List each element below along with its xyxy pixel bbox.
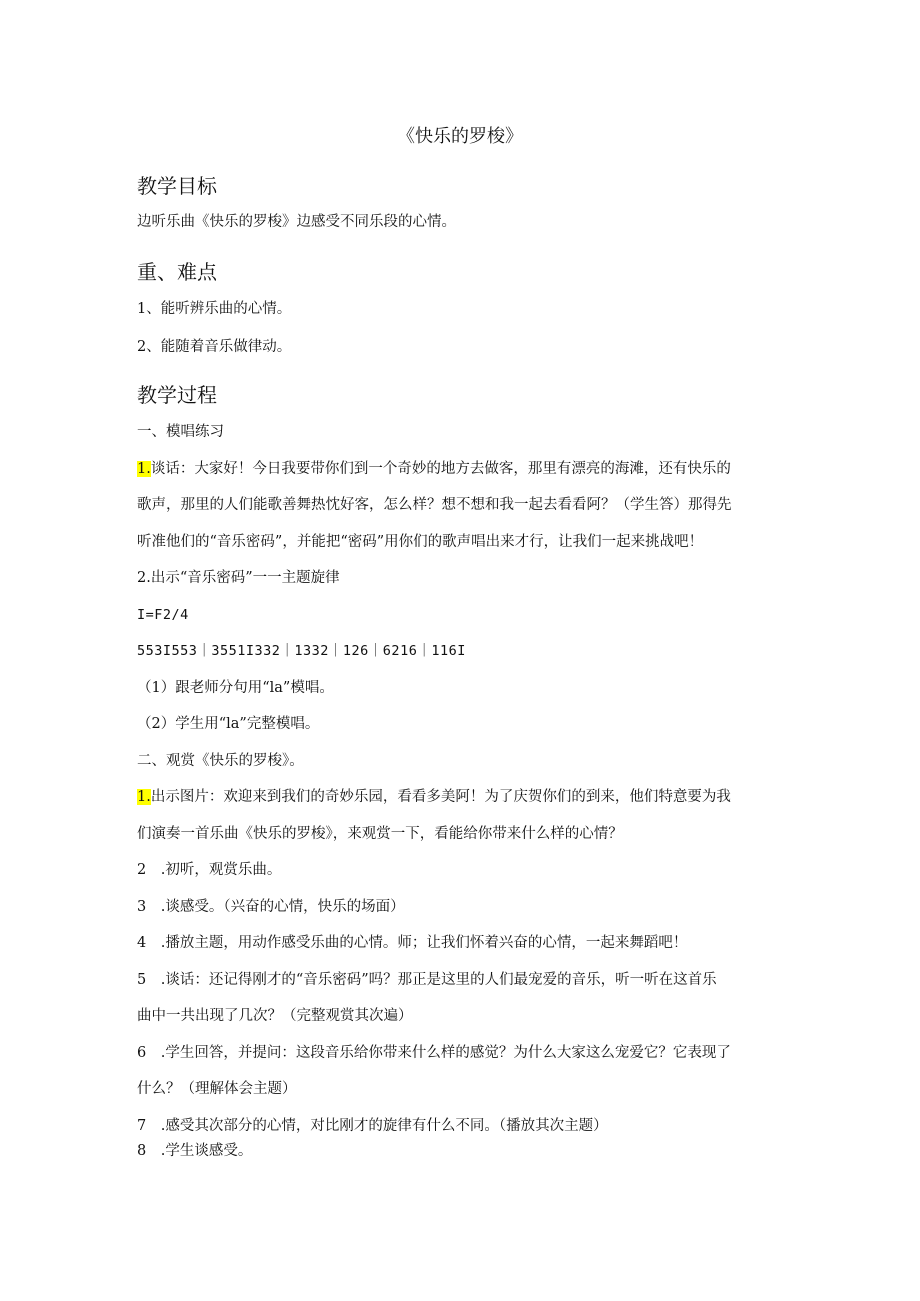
part2-item6-line1: 6 .学生回答，并提问：这段音乐给你带来什么样的感觉？为什么大家这么宠爱它？它表现了 [137,1045,731,1061]
key-point-1: 1、能听辨乐曲的心情。 [137,301,292,317]
part2-item7: 7 .感受其次部分的心情，对比刚才的旋律有什么不同。（播放其次主题） [137,1118,608,1134]
part2-item5-line1: 5 .谈话：还记得刚才的“音乐密码”吗？那正是这里的人们最宠爱的音乐，听一听在这首乐 [137,972,717,988]
heading-key-points: 重、难点 [137,260,217,284]
part1-item1-text: 谈话：大家好！今日我要带你们到一个奇妙的地方去做客，那里有漂亮的海滩，还有快乐的 [150,461,731,477]
part2-item5-line2: 曲中一共出现了几次？（完整观赏其次遍） [137,1008,413,1024]
part2-heading: 二、观赏《快乐的罗梭》。 [137,753,304,769]
part2-item3: 3 .谈感受。（兴奋的心情，快乐的场面） [137,899,405,915]
highlight-marker: 1. [137,461,151,477]
melody-notation: 553I553｜3551I332｜1332｜126｜6216｜116I [137,643,466,659]
part2-item6-line2: 什么？（理解体会主题） [137,1081,297,1097]
key-signature: I=F2/4 [137,607,189,623]
goal-text: 边听乐曲《快乐的罗梭》边感受不同乐段的心情。 [137,214,456,230]
heading-teaching-goal: 教学目标 [137,174,217,198]
part1-item1-line2: 歌声，那里的人们能歌善舞热忱好客，怎么样？想不想和我一起去看看阿？（学生答）那得先 [137,497,732,513]
part2-item8: 8 .学生谈感受。 [137,1143,253,1159]
part2-item4: 4 .播放主题，用动作感受乐曲的心情。师；让我们怀着兴奋的心情，一起来舞蹈吧！ [137,935,688,951]
key-point-2: 2、能随着音乐做律动。 [137,339,292,355]
part1-item1-line1 [137,459,731,479]
part2-item2: 2 .初听，观赏乐曲。 [137,862,282,878]
highlight-marker: 1. [137,789,151,805]
part1-item1-line3: 听准他们的“音乐密码”，并能把“密码”用你们的歌声唱出来才行，让我们一起来挑战吧！ [137,534,704,550]
part1-sub1: （1）跟老师分句用“la”模唱。 [137,680,334,696]
part2-item1-line1 [137,787,731,807]
part1-sub2: （2）学生用“la”完整模唱。 [137,716,320,732]
part2-item1-text: 出示图片：欢迎来到我们的奇妙乐园，看看多美阿！为了庆贺你们的到来，他们特意要为我 [150,789,731,805]
heading-teaching-process: 教学过程 [137,383,217,407]
part2-item1-line2: 们演奏一首乐曲《快乐的罗梭》，来观赏一下，看能给你带来什么样的心情？ [137,826,623,842]
part1-item2: 2.出示“音乐密码”一一主题旋律 [137,570,340,586]
part1-heading: 一、模唱练习 [137,424,224,440]
document-title: 《快乐的罗梭》 [397,126,523,147]
